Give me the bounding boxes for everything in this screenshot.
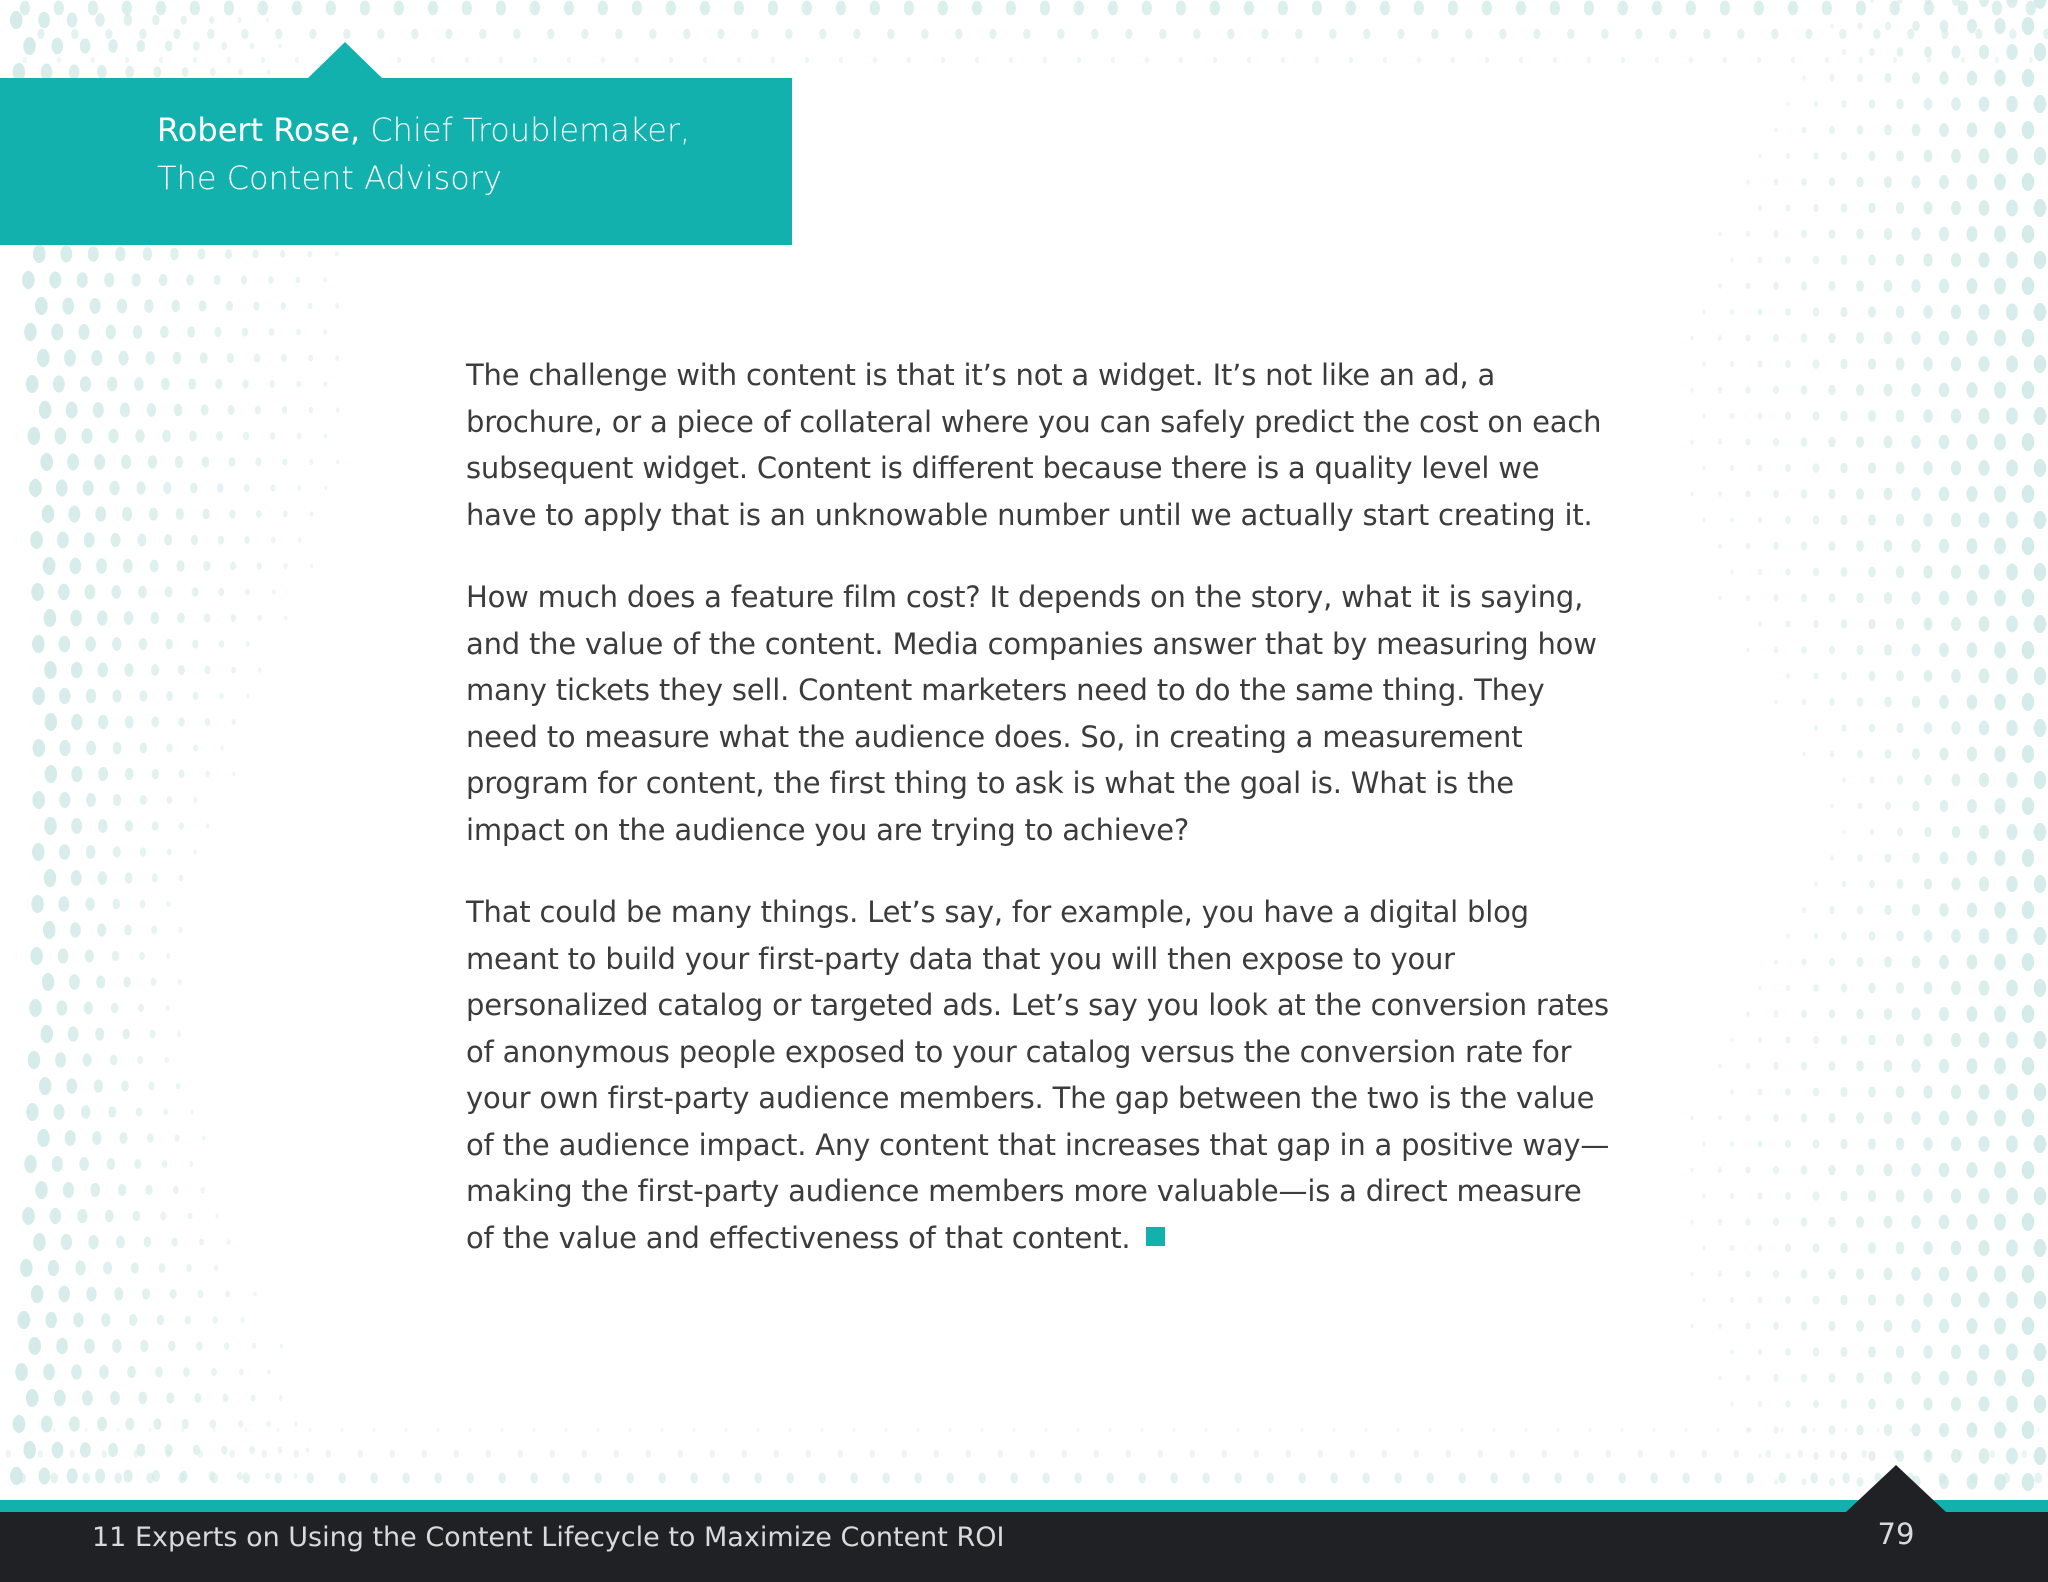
footer-notch-triangle xyxy=(1846,1465,1946,1512)
article-paragraph-text: That could be many things. Let’s say, for example, you have a digital blog meant to build your first-party data that you will then expose to your personalized catalog or targeted ads. Let’s say you look at the conversion rates of anonymous people exposed to your catalog versus the conversion rate for your own first-party audience members. The gap between the two is the value of the audience impact. Any content that increases that gap in a positive way—making the first-party audience members more valuable—is a direct measure of the value and effectiveness of that content. xyxy=(466,895,1610,1255)
article-paragraph: How much does a feature film cost? It depends on the story, what it is saying, and the value of the content. Media companies answer that by measuring how many tickets they sell. Content marketers need to do the same thing. They need to measure what the audience does. So, in creating a measurement program for content, the first thing to ask is what the goal is. What is the impact on the audience you are trying to achieve? xyxy=(466,580,1597,847)
author-credit xyxy=(157,106,690,202)
author-name: Robert Rose, xyxy=(157,111,361,149)
article-body xyxy=(466,352,1616,1297)
author-role: Chief Troublemaker, xyxy=(360,111,691,149)
publication-title: 11 Experts on Using the Content Lifecycle to Maximize Content ROI xyxy=(92,1522,1005,1553)
page-number: 79 xyxy=(1877,1517,1915,1551)
author-organization: The Content Advisory xyxy=(157,159,502,197)
end-mark-icon xyxy=(1146,1227,1165,1246)
header-notch-triangle xyxy=(307,42,383,79)
article-paragraph: The challenge with content is that it’s not a widget. It’s not like an ad, a brochure, or a piece of collateral where you can safely predict the cost on each subsequent widget. Content is different because there is a quality level we have to apply that is an unknowable number until we actually start creating it. xyxy=(466,358,1602,532)
article-paragraph xyxy=(466,889,1616,1261)
footer-accent-stripe xyxy=(0,1500,2048,1512)
author-name-line xyxy=(157,106,690,154)
